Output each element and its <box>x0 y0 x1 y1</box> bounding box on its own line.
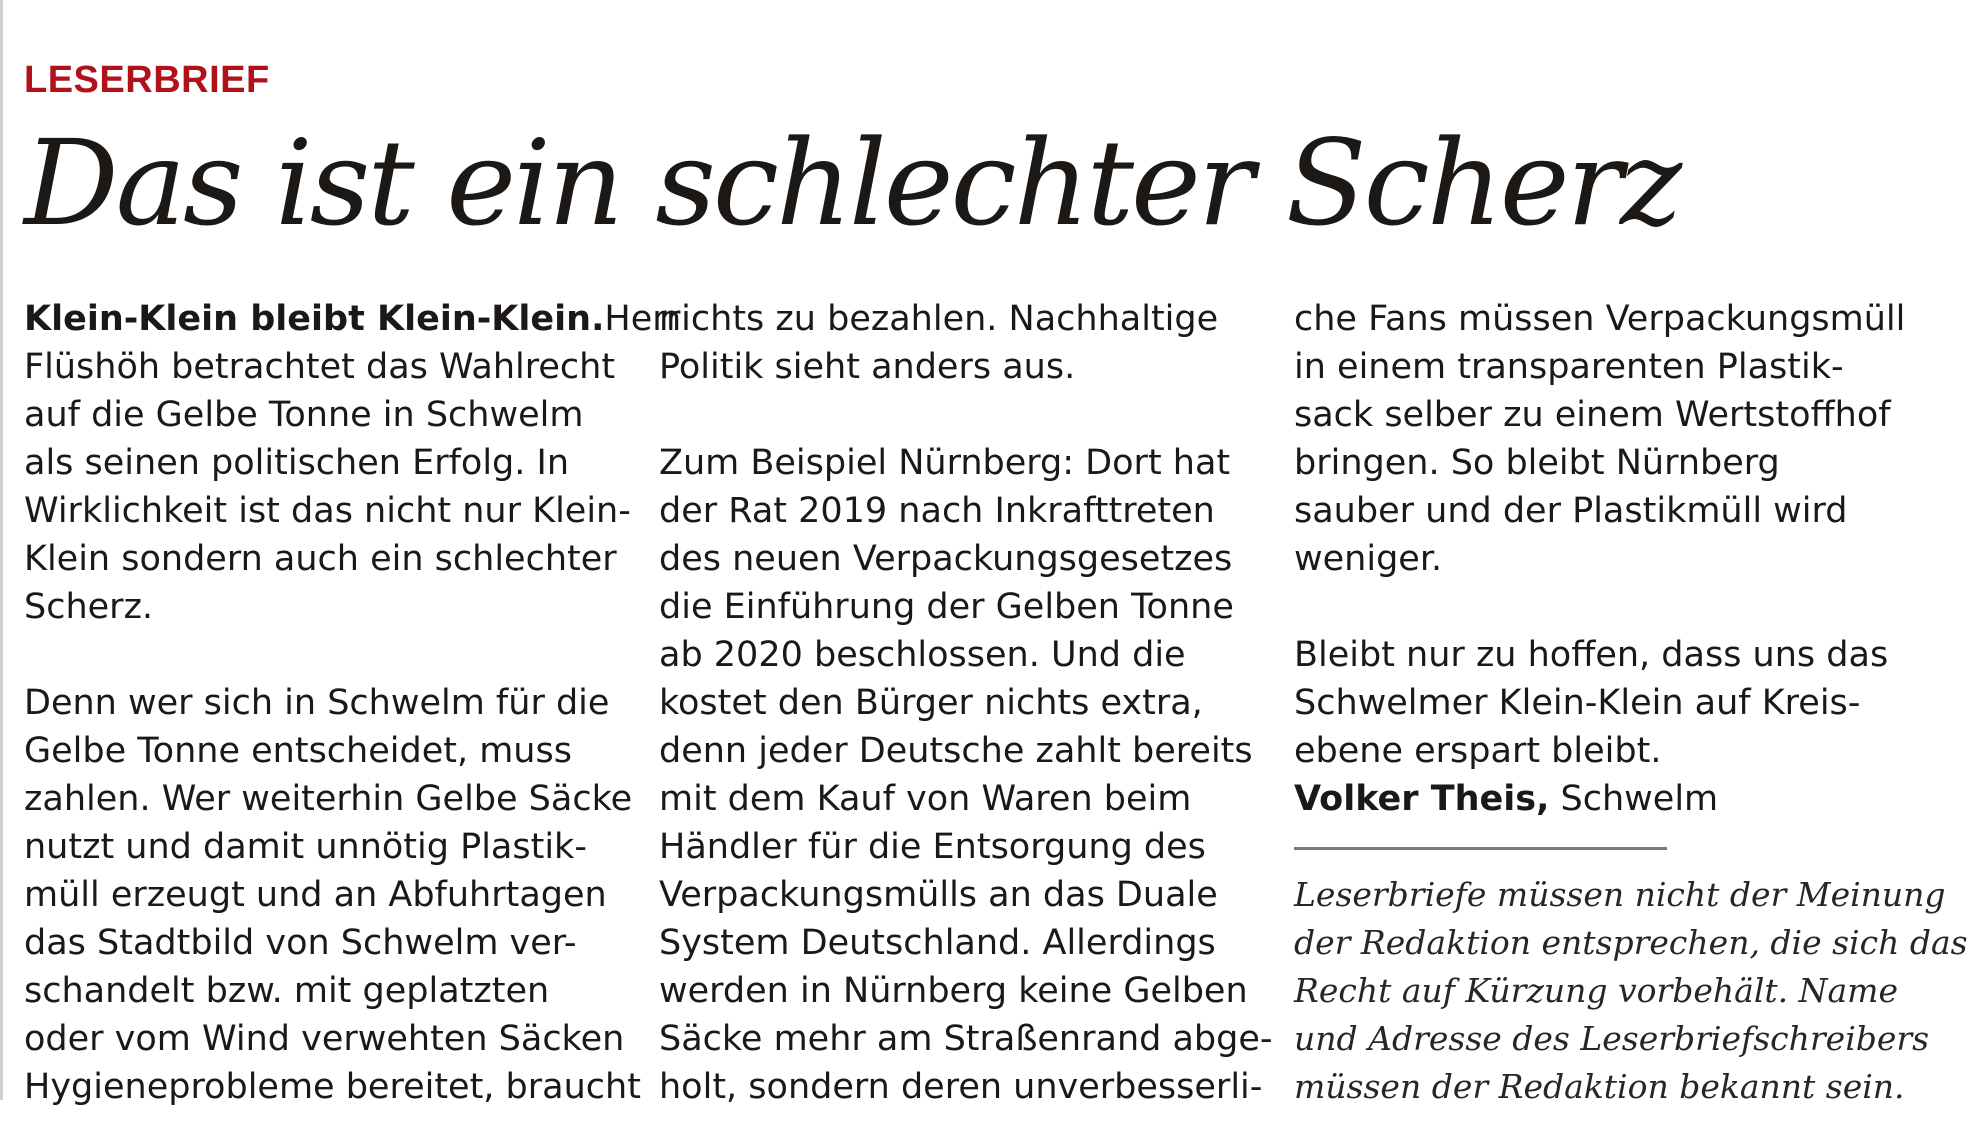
paragraph-break <box>1294 583 1904 631</box>
text-line: das Stadtbild von Schwelm ver- <box>24 923 577 963</box>
text-line: des neuen Verpackungsgesetzes <box>659 539 1233 579</box>
text-line: Hygieneprobleme bereitet, braucht <box>24 1067 641 1107</box>
text-line <box>24 295 681 343</box>
text-line: holt, sondern deren unverbesserli- <box>659 1067 1263 1107</box>
text-line: System Deutschland. Allerdings <box>659 923 1216 963</box>
text-line: nutzt und damit unnötig Plastik- <box>24 827 587 867</box>
text-line: die Einführung der Gelben Tonne <box>659 587 1234 627</box>
text-line: che Fans müssen Verpackungsmüll <box>1294 299 1906 339</box>
text-line: nichts zu bezahlen. Nachhaltige <box>659 299 1219 339</box>
article-column-1 <box>24 295 681 1111</box>
text-line: Schwelmer Klein-Klein auf Kreis- <box>1294 683 1861 723</box>
section-kicker: LESERBRIEF <box>24 59 270 101</box>
disclaimer-line: und Adresse des Leserbriefschreibers <box>1294 1019 1930 1058</box>
text-line: in einem transparenten Plastik- <box>1294 347 1844 387</box>
text-line: Händler für die Entsorgung des <box>659 827 1206 867</box>
paragraph-break <box>24 631 634 679</box>
article-column-3 <box>1294 295 1968 1111</box>
headline: Das ist ein schlechter Scherz <box>24 114 1680 252</box>
text-line: sack selber zu einem Wertstoffhof <box>1294 395 1891 435</box>
text-line: werden in Nürnberg keine Gelben <box>659 971 1248 1011</box>
page-edge-rule <box>0 0 3 1100</box>
text-line: zahlen. Wer weiterhin Gelbe Säcke <box>24 779 633 819</box>
text-line: bringen. So bleibt Nürnberg <box>1294 443 1780 483</box>
editorial-disclaimer <box>1294 871 1968 1111</box>
lead-in: Klein-Klein bleibt Klein-Klein. <box>24 299 605 339</box>
signature-divider <box>1294 847 1667 850</box>
text-line: sauber und der Plastikmüll wird <box>1294 491 1848 531</box>
text-line: oder vom Wind verwehten Säcken <box>24 1019 625 1059</box>
text-line: der Rat 2019 nach Inkrafttreten <box>659 491 1215 531</box>
text-line: Zum Beispiel Nürnberg: Dort hat <box>659 443 1231 483</box>
text-line: müll erzeugt und an Abfuhrtagen <box>24 875 607 915</box>
text-line: weniger. <box>1294 539 1443 579</box>
disclaimer-line: Leserbriefe müssen nicht der Meinung <box>1294 875 1946 914</box>
disclaimer-line: der Redaktion entsprechen, die sich das <box>1294 923 1968 962</box>
lead-continuation: Herr <box>604 299 681 339</box>
disclaimer-line: Recht auf Kürzung vorbehält. Name <box>1294 971 1898 1010</box>
text-line: schandelt bzw. mit geplatzten <box>24 971 550 1011</box>
text-line: Scherz. <box>24 587 154 627</box>
text-line: Gelbe Tonne entscheidet, muss <box>24 731 572 771</box>
text-line: Verpackungsmülls an das Duale <box>659 875 1218 915</box>
disclaimer-line: müssen der Redaktion bekannt sein. <box>1294 1067 1905 1106</box>
text-line: ebene erspart bleibt. <box>1294 731 1662 771</box>
text-line: Wirklichkeit ist das nicht nur Klein- <box>24 491 631 531</box>
text-line: Politik sieht anders aus. <box>659 347 1076 387</box>
text-line: Klein sondern auch ein schlechter <box>24 539 617 579</box>
text-line: Säcke mehr am Straßenrand abge- <box>659 1019 1273 1059</box>
text-line: Bleibt nur zu hoffen, dass uns das <box>1294 635 1889 675</box>
paragraph-break <box>659 391 1269 439</box>
text-line: als seinen politischen Erfolg. In <box>24 443 570 483</box>
author-name: Volker Theis, <box>1294 779 1550 819</box>
author-place: Schwelm <box>1549 779 1719 819</box>
text-line: Denn wer sich in Schwelm für die <box>24 683 610 723</box>
text-line: mit dem Kauf von Waren beim <box>659 779 1192 819</box>
article-column-2 <box>659 295 1273 1111</box>
text-line: Flüshöh betrachtet das Wahlrecht <box>24 347 616 387</box>
author-signature <box>1294 775 1904 823</box>
text-line: kostet den Bürger nichts extra, <box>659 683 1203 723</box>
text-line: ab 2020 beschlossen. Und die <box>659 635 1186 675</box>
text-line: denn jeder Deutsche zahlt bereits <box>659 731 1253 771</box>
text-line: auf die Gelbe Tonne in Schwelm <box>24 395 584 435</box>
